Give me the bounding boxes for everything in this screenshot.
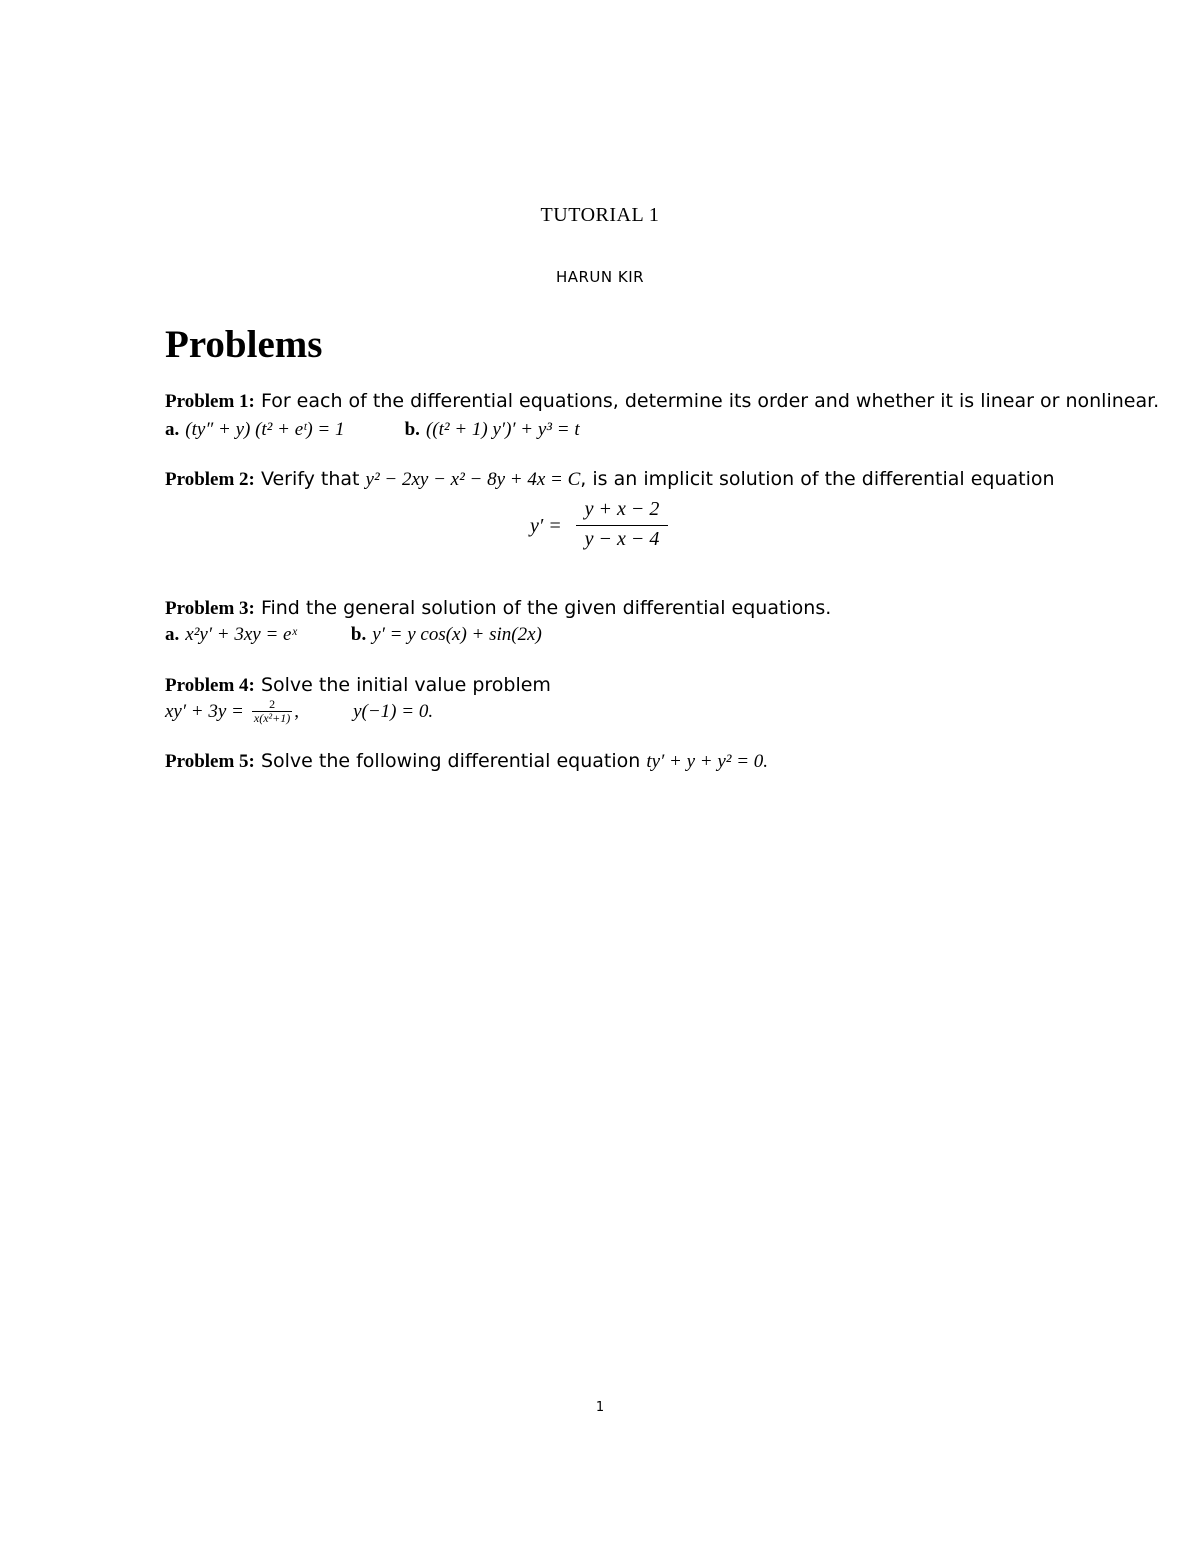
- problem-1-statement: [165, 390, 1159, 413]
- problem-3-text: Find the general solution of the given differential equations.: [260, 597, 832, 619]
- problem-2-text-before: Verify that: [260, 468, 360, 490]
- section-title: Problems: [165, 323, 323, 366]
- problem-4-frac-numerator: 2: [252, 698, 292, 712]
- problem-3b-label: b.: [350, 624, 367, 645]
- problem-5-equation: ty′ + y + y² = 0.: [646, 751, 769, 772]
- problem-5-label: Problem 5:: [165, 751, 255, 772]
- problem-1b-label: b.: [404, 419, 420, 440]
- page-number: 1: [595, 1400, 605, 1415]
- problem-3-parts: [165, 623, 542, 646]
- problem-4-frac-denominator: x(x²+1): [253, 711, 291, 725]
- problem-4-lhs: xy′ + 3y =: [165, 701, 244, 722]
- problem-2-text-after: , is an implicit solution of the differential equation: [580, 468, 1055, 490]
- problem-2-lhs: y′ =: [530, 515, 562, 537]
- problem-3b-equation: y′ = y cos(x) + sin(2x): [372, 624, 542, 645]
- fraction-bar: [576, 525, 668, 526]
- problem-1-parts: [165, 418, 580, 441]
- problem-2-statement: [165, 468, 1055, 491]
- problem-4-equation: [165, 698, 433, 725]
- problem-5-text: Solve the following differential equation: [260, 750, 641, 772]
- problem-4-separator: ,: [294, 701, 299, 722]
- problem-5-statement: [165, 750, 768, 773]
- problem-2-denominator: y − x − 4: [584, 528, 660, 550]
- problem-2-implicit-solution: y² − 2xy − x² − 8y + 4x = C: [365, 469, 581, 490]
- problem-4-initial-condition: y(−1) = 0.: [353, 701, 434, 722]
- problem-3a-equation: x²y′ + 3xy = eˣ: [185, 624, 297, 645]
- problem-1b-equation: ((t² + 1) y′)′ + y³ = t: [425, 419, 580, 440]
- problem-1a-label: a.: [165, 419, 180, 440]
- document-author: HARUN KIR: [555, 268, 645, 286]
- problem-3a-label: a.: [165, 624, 180, 645]
- problem-1-text: For each of the differential equations, determine its order and whether it is linear or nonlinear.: [260, 390, 1160, 412]
- problem-3-label: Problem 3:: [165, 598, 255, 619]
- document-title: TUTORIAL 1: [540, 204, 660, 226]
- problem-4-fraction: [252, 698, 292, 725]
- problem-4-label: Problem 4:: [165, 675, 255, 696]
- problem-4-text: Solve the initial value problem: [260, 674, 551, 696]
- problem-1-label: Problem 1:: [165, 391, 255, 412]
- problem-2-label: Problem 2:: [165, 469, 255, 490]
- problem-3-statement: [165, 597, 831, 620]
- problem-4-statement: [165, 674, 551, 697]
- problem-1a-equation: (ty″ + y) (t² + eᵗ) = 1: [185, 419, 345, 440]
- problem-2-numerator: y + x − 2: [584, 498, 660, 520]
